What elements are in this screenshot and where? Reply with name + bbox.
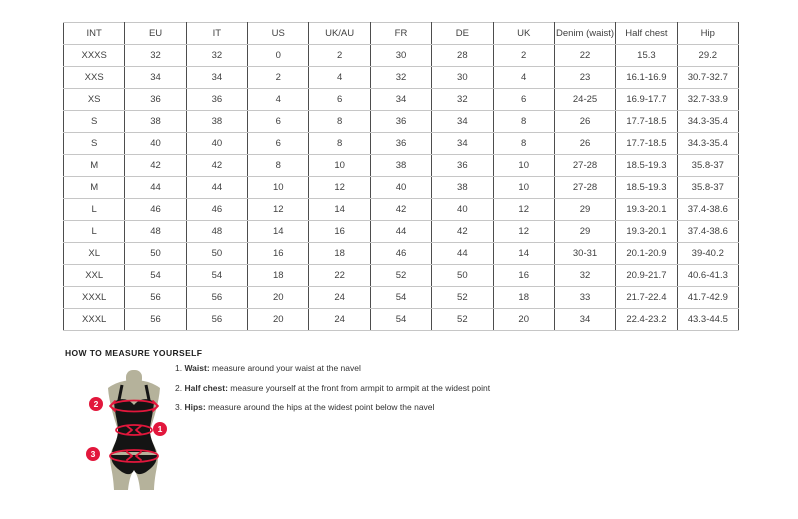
size-label-cell: XS <box>64 89 125 111</box>
size-value-cell: 46 <box>370 243 431 265</box>
measure-step-hips: 3. Hips: measure around the hips at the widest point below the navel <box>175 402 435 412</box>
size-value-cell: 18 <box>248 265 309 287</box>
size-value-cell: 20 <box>493 309 554 331</box>
size-value-cell: 8 <box>248 155 309 177</box>
size-value-cell: 32 <box>125 45 186 67</box>
size-value-cell: 8 <box>309 111 370 133</box>
size-value-cell: 40.6-41.3 <box>677 265 738 287</box>
size-label-cell: XL <box>64 243 125 265</box>
size-value-cell: 16.1-16.9 <box>616 67 677 89</box>
size-value-cell: 28 <box>432 45 493 67</box>
size-value-cell: 32 <box>432 89 493 111</box>
size-value-cell: 14 <box>309 199 370 221</box>
size-value-cell: 16 <box>493 265 554 287</box>
size-row <box>64 89 739 111</box>
size-value-cell: 4 <box>493 67 554 89</box>
size-value-cell: 46 <box>125 199 186 221</box>
size-value-cell: 34 <box>125 67 186 89</box>
size-value-cell: 34 <box>554 309 615 331</box>
size-value-cell: 43.3-44.5 <box>677 309 738 331</box>
size-value-cell: 27-28 <box>554 177 615 199</box>
size-label-cell: XXL <box>64 265 125 287</box>
size-value-cell: 2 <box>493 45 554 67</box>
size-label-cell: L <box>64 221 125 243</box>
size-value-cell: 44 <box>186 177 247 199</box>
column-header: FR <box>370 23 431 45</box>
size-row <box>64 111 739 133</box>
size-value-cell: 10 <box>493 155 554 177</box>
column-header: IT <box>186 23 247 45</box>
size-value-cell: 44 <box>125 177 186 199</box>
size-value-cell: 12 <box>309 177 370 199</box>
size-value-cell: 15.3 <box>616 45 677 67</box>
size-value-cell: 38 <box>432 177 493 199</box>
size-value-cell: 19.3-20.1 <box>616 199 677 221</box>
size-value-cell: 29 <box>554 221 615 243</box>
size-value-cell: 35.8-37 <box>677 155 738 177</box>
column-header: UK <box>493 23 554 45</box>
size-chart-body <box>64 45 739 331</box>
size-value-cell: 41.7-42.9 <box>677 287 738 309</box>
size-label-cell: XXS <box>64 67 125 89</box>
size-value-cell: 6 <box>309 89 370 111</box>
size-value-cell: 20 <box>248 287 309 309</box>
size-value-cell: 30.7-32.7 <box>677 67 738 89</box>
size-value-cell: 44 <box>432 243 493 265</box>
badge-half-chest-number: 2 <box>93 399 99 410</box>
size-value-cell: 29.2 <box>677 45 738 67</box>
column-header: UK/AU <box>309 23 370 45</box>
size-chart-header <box>64 23 739 45</box>
size-label-cell: M <box>64 177 125 199</box>
size-value-cell: 8 <box>493 111 554 133</box>
size-value-cell: 40 <box>125 133 186 155</box>
size-value-cell: 34 <box>186 67 247 89</box>
size-value-cell: 34 <box>432 133 493 155</box>
measure-step-waist: 1. Waist: measure around your waist at the navel <box>175 363 361 373</box>
size-label-cell: S <box>64 111 125 133</box>
size-value-cell: 32.7-33.9 <box>677 89 738 111</box>
size-row <box>64 133 739 155</box>
column-header: Hip <box>677 23 738 45</box>
column-header: DE <box>432 23 493 45</box>
size-value-cell: 34 <box>370 89 431 111</box>
size-label-cell: XXXS <box>64 45 125 67</box>
badge-waist-number: 1 <box>157 424 163 435</box>
size-value-cell: 52 <box>370 265 431 287</box>
size-value-cell: 4 <box>309 67 370 89</box>
size-value-cell: 4 <box>248 89 309 111</box>
size-value-cell: 40 <box>370 177 431 199</box>
size-value-cell: 12 <box>493 199 554 221</box>
size-row <box>64 155 739 177</box>
size-value-cell: 40 <box>432 199 493 221</box>
size-value-cell: 27-28 <box>554 155 615 177</box>
size-value-cell: 16 <box>309 221 370 243</box>
size-row <box>64 309 739 331</box>
size-value-cell: 54 <box>370 309 431 331</box>
size-value-cell: 54 <box>370 287 431 309</box>
size-value-cell: 36 <box>370 111 431 133</box>
column-header: EU <box>125 23 186 45</box>
size-value-cell: 21.7-22.4 <box>616 287 677 309</box>
size-value-cell: 16.9-17.7 <box>616 89 677 111</box>
size-value-cell: 39-40.2 <box>677 243 738 265</box>
size-value-cell: 17.7-18.5 <box>616 133 677 155</box>
size-value-cell: 18 <box>309 243 370 265</box>
size-value-cell: 24 <box>309 309 370 331</box>
column-header: US <box>248 23 309 45</box>
mannequin-illustration-icon <box>84 370 184 492</box>
size-value-cell: 23 <box>554 67 615 89</box>
size-value-cell: 2 <box>248 67 309 89</box>
size-label-cell: XXXL <box>64 287 125 309</box>
measurement-figure <box>84 370 184 492</box>
size-value-cell: 52 <box>432 309 493 331</box>
size-value-cell: 20.1-20.9 <box>616 243 677 265</box>
column-header: Half chest <box>616 23 677 45</box>
size-value-cell: 18 <box>493 287 554 309</box>
size-value-cell: 37.4-38.6 <box>677 199 738 221</box>
size-value-cell: 24 <box>309 287 370 309</box>
size-value-cell: 12 <box>248 199 309 221</box>
size-value-cell: 30 <box>432 67 493 89</box>
size-value-cell: 36 <box>432 155 493 177</box>
size-value-cell: 50 <box>186 243 247 265</box>
size-value-cell: 10 <box>493 177 554 199</box>
size-value-cell: 20 <box>248 309 309 331</box>
size-value-cell: 0 <box>248 45 309 67</box>
size-value-cell: 30 <box>370 45 431 67</box>
measure-section-heading: HOW TO MEASURE YOURSELF <box>65 348 203 358</box>
size-value-cell: 16 <box>248 243 309 265</box>
size-row <box>64 177 739 199</box>
size-value-cell: 29 <box>554 199 615 221</box>
size-row <box>64 45 739 67</box>
size-chart-table <box>63 22 739 331</box>
size-value-cell: 54 <box>125 265 186 287</box>
column-header: Denim (waist) <box>554 23 615 45</box>
size-value-cell: 22 <box>554 45 615 67</box>
size-value-cell: 38 <box>125 111 186 133</box>
size-value-cell: 36 <box>370 133 431 155</box>
size-label-cell: M <box>64 155 125 177</box>
size-value-cell: 6 <box>248 133 309 155</box>
size-value-cell: 8 <box>493 133 554 155</box>
size-value-cell: 17.7-18.5 <box>616 111 677 133</box>
size-value-cell: 54 <box>186 265 247 287</box>
column-header: INT <box>64 23 125 45</box>
size-value-cell: 38 <box>370 155 431 177</box>
size-value-cell: 42 <box>186 155 247 177</box>
size-value-cell: 48 <box>125 221 186 243</box>
header-row <box>64 23 739 45</box>
size-value-cell: 8 <box>309 133 370 155</box>
size-value-cell: 2 <box>309 45 370 67</box>
size-label-cell: XXXL <box>64 309 125 331</box>
size-value-cell: 22.4-23.2 <box>616 309 677 331</box>
size-value-cell: 50 <box>432 265 493 287</box>
size-value-cell: 56 <box>186 309 247 331</box>
size-value-cell: 38 <box>186 111 247 133</box>
size-row <box>64 265 739 287</box>
size-value-cell: 40 <box>186 133 247 155</box>
size-value-cell: 30-31 <box>554 243 615 265</box>
size-value-cell: 18.5-19.3 <box>616 155 677 177</box>
size-row <box>64 199 739 221</box>
badge-hips-number: 3 <box>90 449 96 460</box>
size-value-cell: 14 <box>248 221 309 243</box>
size-value-cell: 32 <box>186 45 247 67</box>
size-value-cell: 6 <box>248 111 309 133</box>
size-value-cell: 22 <box>309 265 370 287</box>
size-value-cell: 44 <box>370 221 431 243</box>
size-value-cell: 10 <box>248 177 309 199</box>
size-value-cell: 33 <box>554 287 615 309</box>
size-value-cell: 18.5-19.3 <box>616 177 677 199</box>
size-row <box>64 221 739 243</box>
size-value-cell: 48 <box>186 221 247 243</box>
size-value-cell: 34.3-35.4 <box>677 133 738 155</box>
size-value-cell: 10 <box>309 155 370 177</box>
size-value-cell: 56 <box>125 287 186 309</box>
size-row <box>64 243 739 265</box>
size-value-cell: 56 <box>186 287 247 309</box>
size-value-cell: 34 <box>432 111 493 133</box>
size-label-cell: L <box>64 199 125 221</box>
size-value-cell: 46 <box>186 199 247 221</box>
size-value-cell: 32 <box>554 265 615 287</box>
size-value-cell: 6 <box>493 89 554 111</box>
size-value-cell: 26 <box>554 111 615 133</box>
size-value-cell: 42 <box>432 221 493 243</box>
measure-step-half-chest: 2. Half chest: measure yourself at the front from armpit to armpit at the widest point <box>175 382 491 393</box>
size-value-cell: 37.4-38.6 <box>677 221 738 243</box>
size-row <box>64 287 739 309</box>
size-value-cell: 42 <box>125 155 186 177</box>
size-label-cell: S <box>64 133 125 155</box>
size-value-cell: 12 <box>493 221 554 243</box>
size-value-cell: 56 <box>125 309 186 331</box>
measure-steps-list <box>175 364 490 423</box>
size-value-cell: 32 <box>370 67 431 89</box>
size-value-cell: 36 <box>186 89 247 111</box>
size-row <box>64 67 739 89</box>
size-value-cell: 34.3-35.4 <box>677 111 738 133</box>
size-value-cell: 26 <box>554 133 615 155</box>
size-value-cell: 14 <box>493 243 554 265</box>
size-value-cell: 42 <box>370 199 431 221</box>
size-value-cell: 24-25 <box>554 89 615 111</box>
size-value-cell: 50 <box>125 243 186 265</box>
size-value-cell: 19.3-20.1 <box>616 221 677 243</box>
size-value-cell: 36 <box>125 89 186 111</box>
size-value-cell: 35.8-37 <box>677 177 738 199</box>
size-value-cell: 52 <box>432 287 493 309</box>
size-value-cell: 20.9-21.7 <box>616 265 677 287</box>
